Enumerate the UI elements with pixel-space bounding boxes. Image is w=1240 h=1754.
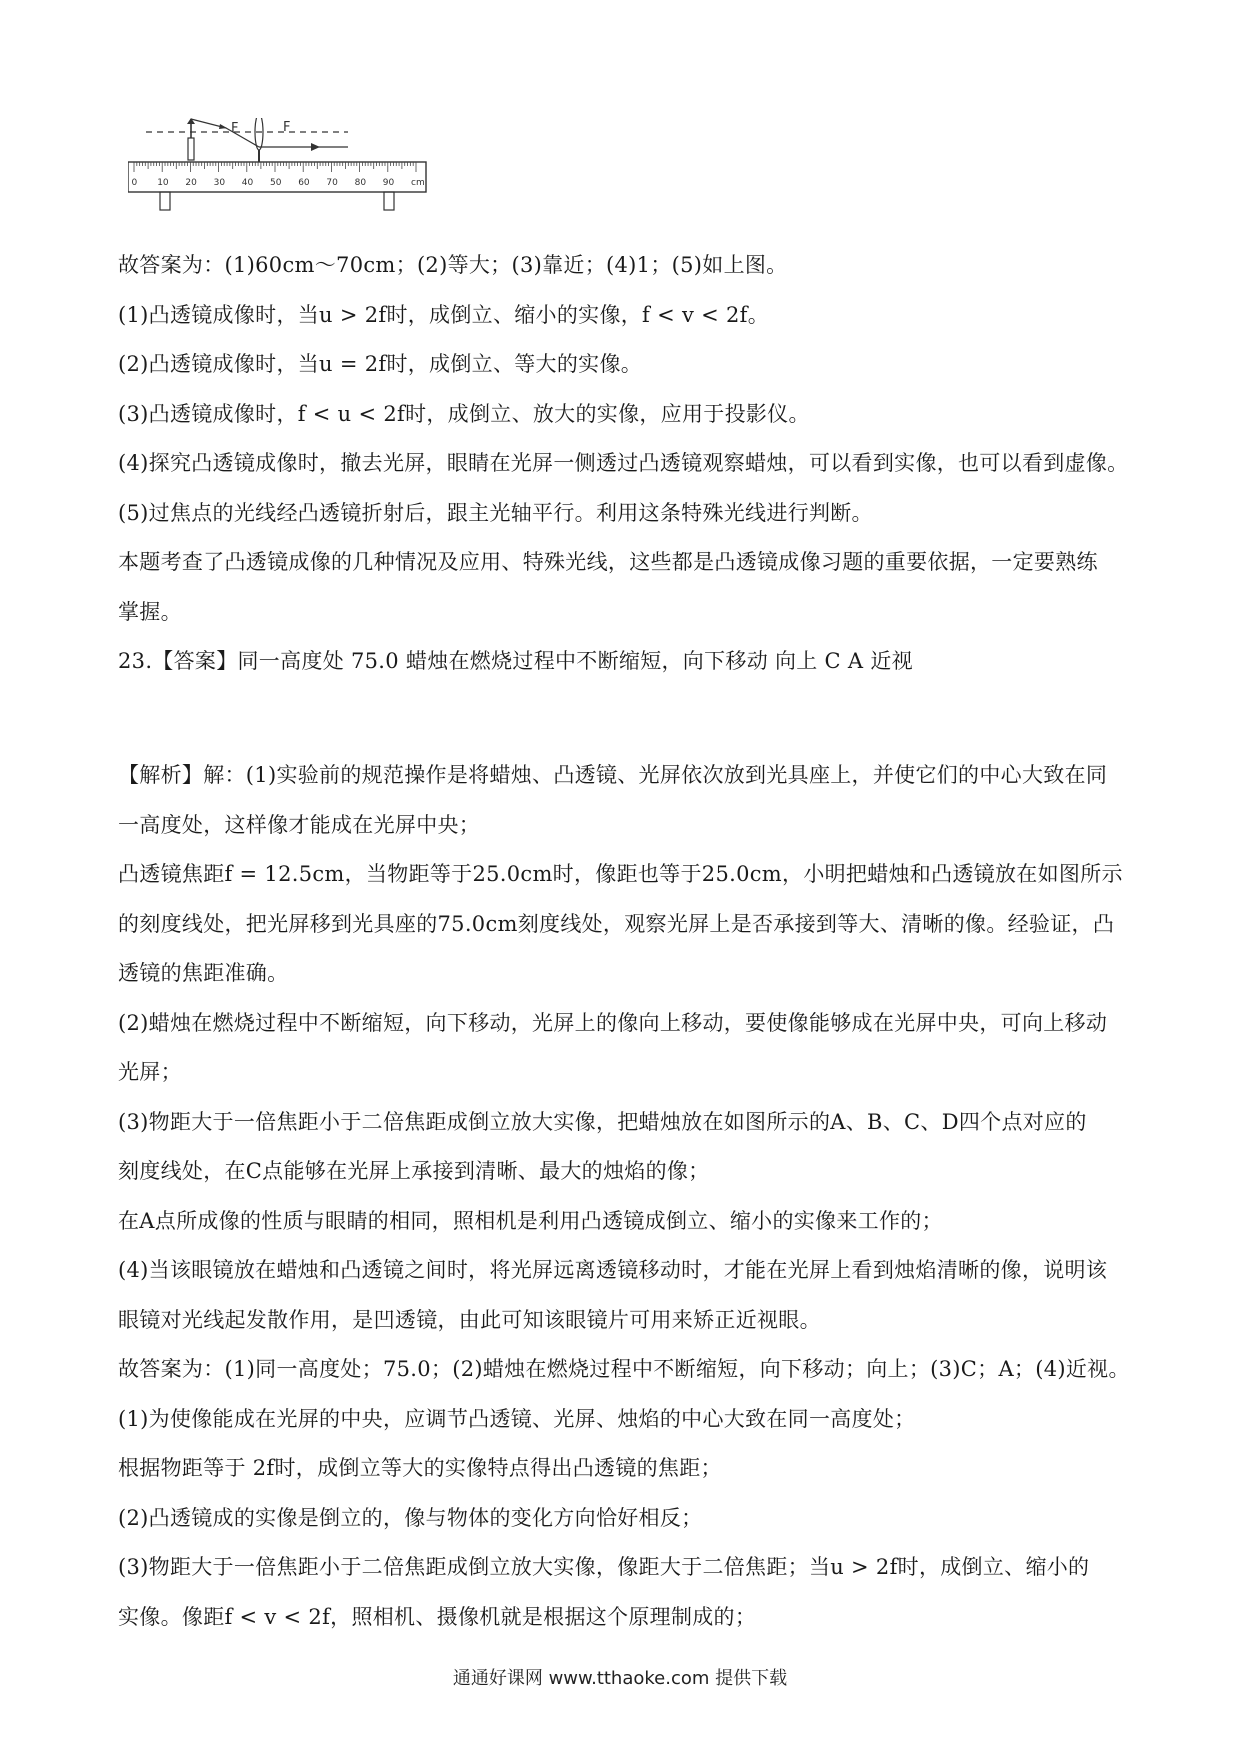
text-line: (2)凸透镜成的实像是倒立的，像与物体的变化方向恰好相反； bbox=[118, 1505, 703, 1530]
ruler-tick-label: 80 bbox=[354, 178, 367, 188]
text-line: (5)过焦点的光线经凸透镜折射后，跟主光轴平行。利用这条特殊光线进行判断。 bbox=[118, 500, 873, 525]
text-line bbox=[118, 694, 1128, 743]
candle bbox=[188, 138, 194, 160]
focus-label-right: F bbox=[283, 120, 291, 135]
text-line: 在A点所成像的性质与眼睛的相同，照相机是利用凸透镜成倒立、缩小的实像来工作的； bbox=[118, 1208, 943, 1233]
ruler-tick-label: 30 bbox=[213, 178, 226, 188]
text-line: 实像。像距f < v < 2f，照相机、摄像机就是根据这个原理制成的； bbox=[118, 1604, 757, 1629]
ruler-tick-label: 40 bbox=[241, 178, 254, 188]
text-line: (2)蜡烛在燃烧过程中不断缩短，向下移动，光屏上的像向上移动，要使像能够成在光屏中央，可向上移动 bbox=[118, 1010, 1108, 1035]
footer-source: 通通好课网 www.tthaoke.com 提供下载 bbox=[452, 1668, 788, 1689]
text-line: 凸透镜焦距f = 12.5cm，当物距等于25.0cm时，像距也等于25.0cm，小明把蜡烛和凸透镜放在如图所示 bbox=[118, 862, 1123, 886]
text-line: (3)物距大于一倍焦距小于二倍焦距成倒立放大实像，像距大于二倍焦距；当u > 2f时，成倒立、缩小的 bbox=[118, 1555, 1090, 1579]
text-line: 刻度线处，在C点能够在光屏上承接到清晰、最大的烛焰的像； bbox=[118, 1159, 710, 1183]
ruler-tick-label: 0 bbox=[131, 178, 138, 188]
text-line: (1)为使像能成在光屏的中央，应调节凸透镜、光屏、烛焰的中心大致在同一高度处； bbox=[118, 1406, 916, 1431]
ruler-tick-label: 10 bbox=[157, 178, 169, 188]
text-line: (1)凸透镜成像时，当u > 2f时，成倒立、缩小的实像，f < v < 2f。 bbox=[118, 302, 770, 327]
focus-label-left: F bbox=[231, 121, 239, 136]
text-body bbox=[118, 248, 1128, 1649]
text-line: 掌握。 bbox=[118, 599, 182, 624]
text-line: 眼镜对光线起发散作用，是凹透镜，由此可知该眼镜片可用来矫正近视眼。 bbox=[118, 1307, 821, 1332]
text-line: (3)凸透镜成像时，f < u < 2f时，成倒立、放大的实像，应用于投影仪。 bbox=[118, 401, 810, 426]
text-line: 【解析】解：(1)实验前的规范操作是将蜡烛、凸透镜、光屏依次放到光具座上，并使它们的中心大致在同 bbox=[118, 763, 1108, 787]
text-line: (4)探究凸透镜成像时，撤去光屏，眼睛在光屏一侧透过凸透镜观察蜡烛，可以看到实像，也可以看到虚像。 bbox=[118, 451, 1129, 475]
ruler-tick-label: 90 bbox=[382, 178, 395, 188]
text-line: 23.【答案】同一高度处 75.0 蜡烛在燃烧过程中不断缩短，向下移动 向上 C A 近视 bbox=[118, 649, 913, 673]
convex-lens bbox=[255, 118, 263, 150]
optical-bench-diagram bbox=[128, 118, 480, 243]
ruler-tick-label: 20 bbox=[185, 178, 197, 188]
text-line: (4)当该眼镜放在蜡烛和凸透镜之间时，将光屏远离透镜移动时，才能在光屏上看到烛焰清晰的像，说明该 bbox=[118, 1258, 1108, 1282]
ruler-tick-label: cm bbox=[411, 178, 425, 188]
text-line: 故答案为：(1)60cm～70cm；(2)等大；(3)靠近；(4)1；(5)如上图。 bbox=[118, 253, 788, 277]
text-line: 根据物距等于 2f时，成倒立等大的实像特点得出凸透镜的焦距； bbox=[118, 1456, 722, 1480]
bench-foot-right bbox=[384, 192, 394, 210]
ruler-tick-label: 60 bbox=[298, 178, 310, 188]
text-line: (2)凸透镜成像时，当u = 2f时，成倒立、等大的实像。 bbox=[118, 352, 643, 376]
text-line: 的刻度线处，把光屏移到光具座的75.0cm刻度线处，观察光屏上是否承接到等大、清晰的像。经验证，凸 bbox=[118, 911, 1115, 936]
ruler-tick-label: 70 bbox=[326, 178, 338, 188]
text-line: 本题考查了凸透镜成像的几种情况及应用、特殊光线，这些都是凸透镜成像习题的重要依据，一定要熟练 bbox=[118, 550, 1098, 574]
text-line: (3)物距大于一倍焦距小于二倍焦距成倒立放大实像，把蜡烛放在如图所示的A、B、C、D四个点对应的 bbox=[118, 1109, 1087, 1134]
text-line: 故答案为：(1)同一高度处；75.0；(2)蜡烛在燃烧过程中不断缩短，向下移动；向上；(3)C；A；(4)近视。 bbox=[118, 1357, 1130, 1381]
text-line: 光屏； bbox=[118, 1060, 182, 1084]
optical-bench-figure bbox=[128, 118, 480, 243]
ruler-tick-label: 50 bbox=[270, 178, 282, 188]
bench-foot-left bbox=[160, 192, 170, 210]
text-line: 一高度处，这样像才能成在光屏中央； bbox=[118, 812, 481, 837]
text-line: 透镜的焦距准确。 bbox=[118, 961, 289, 985]
